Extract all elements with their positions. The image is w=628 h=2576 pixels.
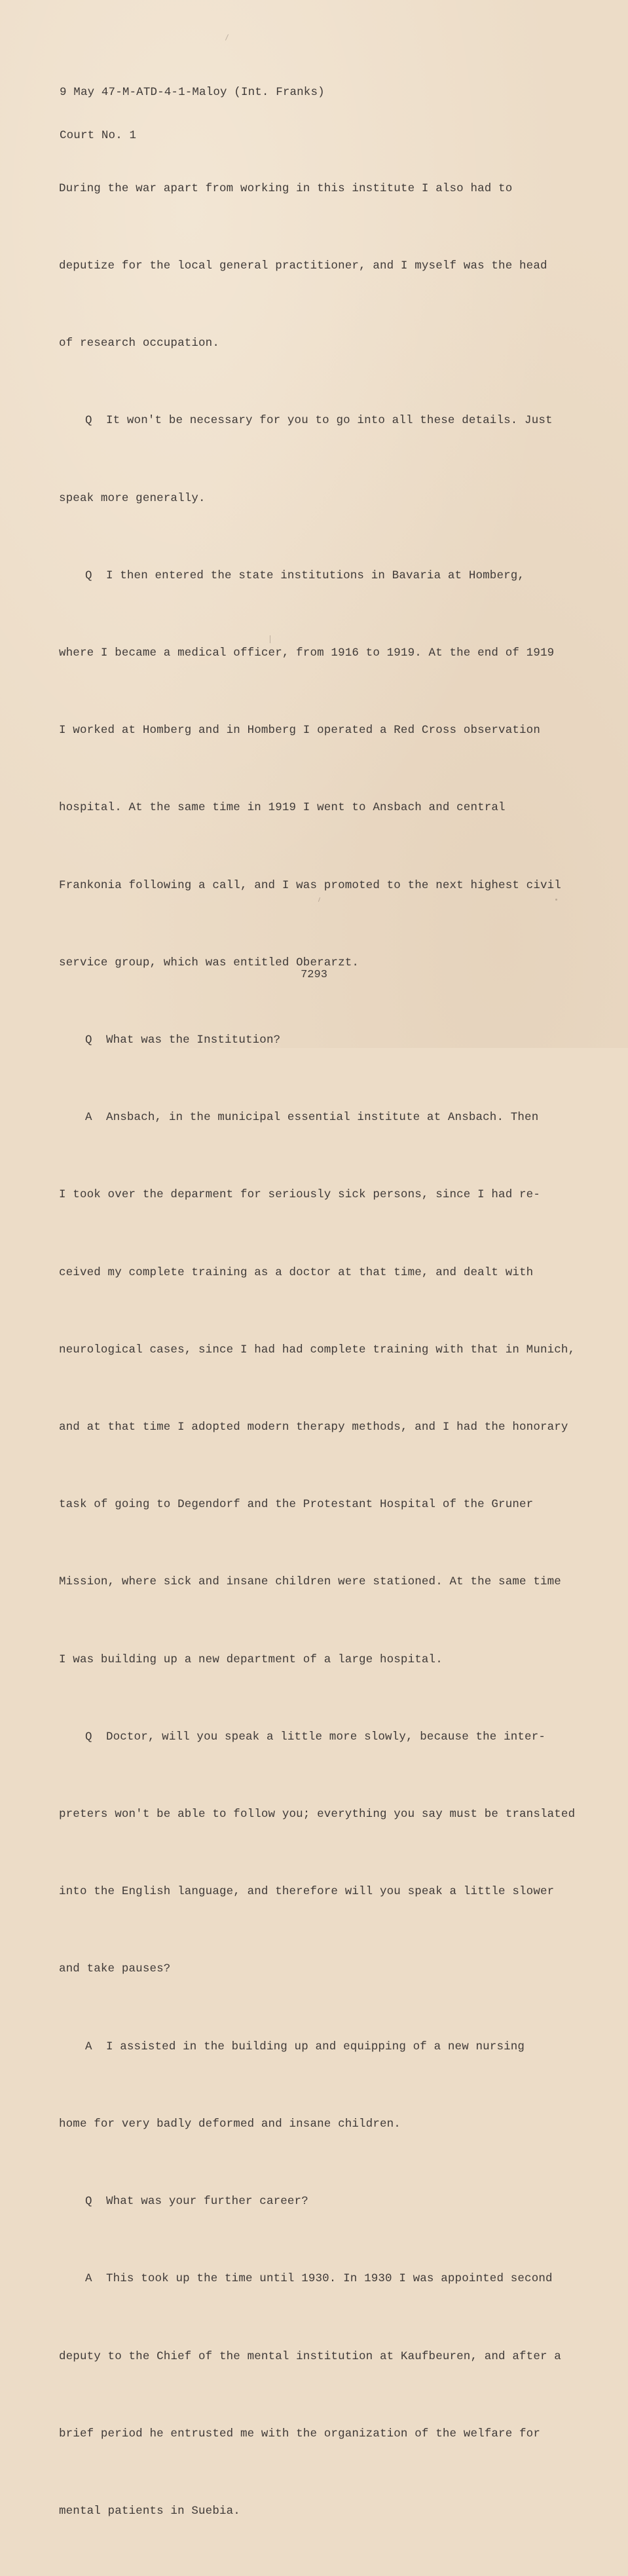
transcript-line: service group, which was entitled Oberarzt. bbox=[59, 956, 360, 969]
stray-mark bbox=[225, 34, 229, 40]
header-line-case-reference: 9 May 47-M-ATD-4-1-Maloy (Int. Franks) bbox=[60, 86, 325, 99]
transcript-line: brief period he entrusted me with the organization of the welfare for bbox=[59, 2427, 540, 2440]
transcript-line: ceived my complete training as a doctor at that time, and dealt with bbox=[59, 1265, 534, 1279]
transcript-line: into the English language, and therefore will you speak a little slower bbox=[59, 1885, 555, 1899]
transcript-line: Q What was your further career? bbox=[85, 2195, 308, 2209]
transcript-line: Q It won't be necessary for you to go into all these details. Just bbox=[85, 414, 553, 428]
transcript-line: Mission, where sick and insane children were stationed. At the same time bbox=[59, 1575, 561, 1589]
header-line-court: Court No. 1 bbox=[60, 129, 137, 142]
transcript-line: A This took up the time until 1930. In 1930 I was appointed second bbox=[85, 2272, 553, 2286]
transcript-line: deputize for the local general practitioner, and I myself was the head bbox=[59, 259, 547, 273]
transcript-line: mental patients in Suebia. bbox=[59, 2504, 240, 2518]
stray-mark bbox=[555, 899, 557, 901]
transcript-line: and take pauses? bbox=[59, 1962, 171, 1976]
transcript-line: hospital. At the same time in 1919 I went to Ansbach and central bbox=[59, 801, 506, 815]
transcript-line: preters won't be able to follow you; everything you say must be translated bbox=[59, 1808, 576, 1821]
transcript-line: Q Doctor, will you speak a little more slowly, because the inter- bbox=[85, 1730, 546, 1744]
transcript-line: I was building up a new department of a large hospital. bbox=[59, 1652, 443, 1666]
transcript-line: Frankonia following a call, and I was promoted to the next highest civil bbox=[59, 878, 561, 892]
transcript-line: where I became a medical officer, from 1916 to 1919. At the end of 1919 bbox=[59, 646, 555, 660]
transcript-line: of research occupation. bbox=[59, 337, 219, 350]
transcript-line: I took over the deparment for seriously sick persons, since I had re- bbox=[59, 1188, 540, 1202]
transcript-line: neurological cases, since I had had complete training with that in Munich, bbox=[59, 1343, 576, 1356]
transcript-line: I worked at Homberg and in Homberg I operated a Red Cross observation bbox=[59, 724, 540, 737]
page-number: 7293 bbox=[301, 969, 327, 981]
transcript-line: speak more generally. bbox=[59, 491, 206, 505]
transcript-body bbox=[59, 124, 575, 2576]
transcript-line: During the war apart from working in this institute I also had to bbox=[59, 181, 513, 195]
transcript-line: and at that time I adopted modern therapy methods, and I had the honorary bbox=[59, 1421, 568, 1434]
transcript-line: home for very badly deformed and insane children. bbox=[59, 2117, 401, 2131]
transcript-line: task of going to Degendorf and the Protestant Hospital of the Gruner bbox=[59, 1498, 534, 1512]
transcript-line: deputy to the Chief of the mental institution at Kaufbeuren, and after a bbox=[59, 2349, 561, 2363]
transcript-line: A Ansbach, in the municipal essential institute at Ansbach. Then bbox=[85, 1111, 539, 1125]
transcript-line: Q I then entered the state institutions in Bavaria at Homberg, bbox=[85, 569, 525, 582]
transcript-line: A I assisted in the building up and equipping of a new nursing bbox=[85, 2040, 525, 2053]
transcript-line: Q What was the Institution? bbox=[85, 1034, 281, 1047]
